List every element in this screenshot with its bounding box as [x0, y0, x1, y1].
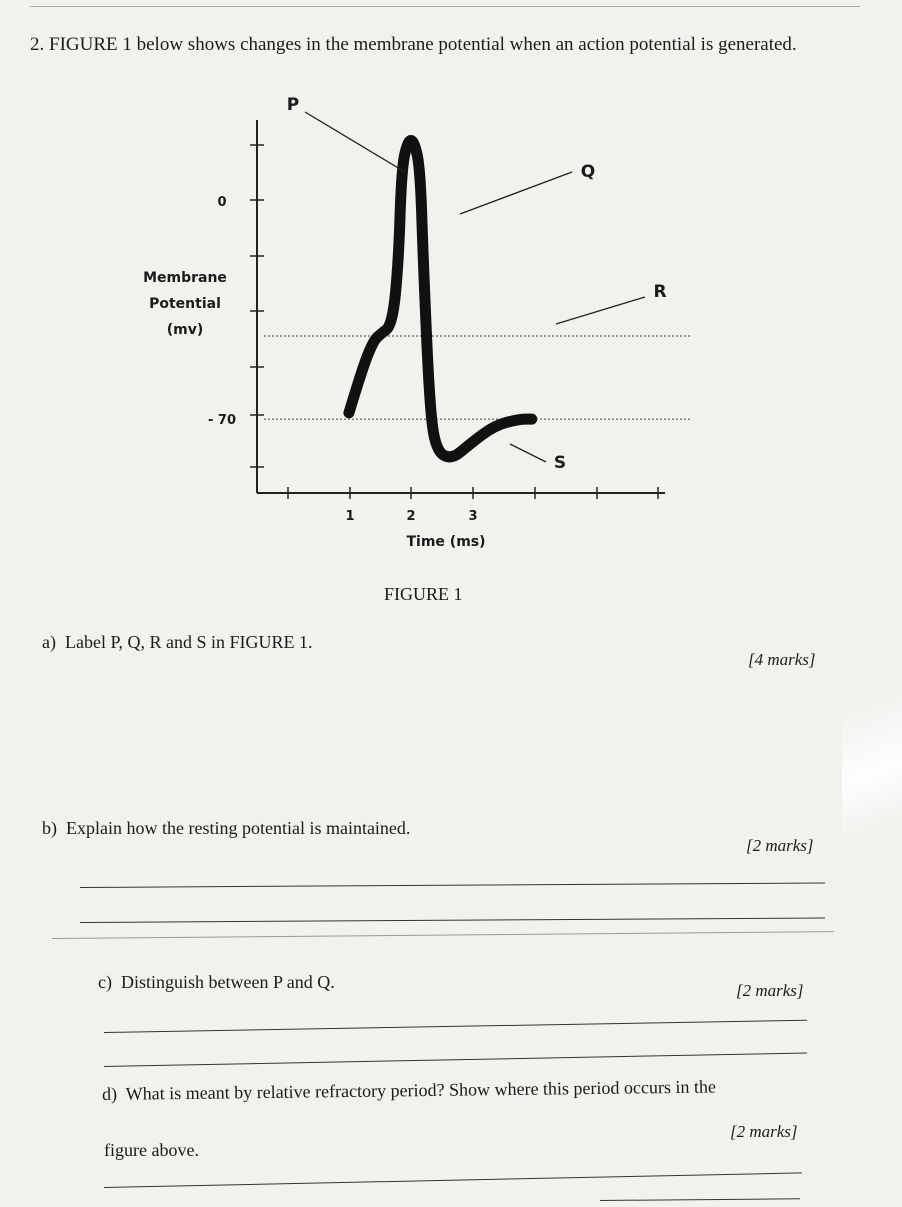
- x-axis-title: Time (ms): [406, 534, 486, 550]
- y-tick-label-minus70: - 70: [207, 413, 237, 429]
- y-axis-title-line: Membrane: [143, 270, 227, 286]
- part-b-question: [42, 818, 410, 839]
- part-a-marks: [4 marks]: [748, 650, 816, 669]
- x-tick-label: 1: [345, 509, 355, 524]
- part-a-text: Label P, Q, R and S in FIGURE 1.: [64, 632, 313, 652]
- label-p: P: [286, 95, 300, 115]
- label-r: R: [653, 282, 667, 302]
- answer-line[interactable]: [104, 1172, 802, 1188]
- answer-line[interactable]: [80, 882, 825, 888]
- part-b-marks: [2 marks]: [746, 836, 814, 855]
- part-a-question: [42, 632, 312, 653]
- label-pointer-p: [305, 112, 405, 172]
- part-c-text: Distinguish between P and Q.: [120, 972, 335, 992]
- x-tick-label: 2: [406, 509, 416, 524]
- part-b-text: Explain how the resting potential is maintained.: [66, 818, 411, 838]
- part-d-text: What is meant by relative refractory period? Show where this period occurs in the: [125, 1076, 717, 1104]
- question-number: 2.: [30, 34, 45, 55]
- part-c-marks: [2 marks]: [736, 981, 804, 1000]
- part-a-letter: a): [42, 632, 56, 652]
- part-d-text-continued: figure above.: [104, 1140, 199, 1160]
- y-axis-title-line: Potential: [149, 296, 221, 312]
- label-s: S: [553, 453, 567, 473]
- label-pointer-r: [556, 297, 645, 324]
- question-intro-text: below shows changes in the membrane potential when an action potential is generated.: [136, 34, 797, 55]
- action-potential-chart: [0, 0, 902, 600]
- part-d-letter: d): [101, 1083, 118, 1104]
- label-q: Q: [580, 162, 596, 182]
- membrane-potential-curve: [349, 141, 532, 457]
- x-tick-label: 3: [468, 509, 478, 524]
- question-figure-ref: FIGURE 1: [49, 34, 132, 55]
- answer-line[interactable]: [600, 1198, 800, 1201]
- photo-glare: [842, 690, 902, 840]
- section-divider: [52, 931, 834, 939]
- part-b-letter: b): [42, 818, 57, 838]
- figure-caption: FIGURE 1: [384, 584, 463, 604]
- part-c-question: [98, 972, 335, 993]
- part-c-letter: c): [98, 972, 112, 992]
- y-tick-label-0: 0: [217, 195, 227, 210]
- answer-line[interactable]: [104, 1053, 807, 1067]
- part-d-marks: [2 marks]: [730, 1122, 798, 1141]
- label-pointer-s: [510, 444, 546, 462]
- answer-line[interactable]: [104, 1020, 807, 1033]
- part-d-question: [102, 1076, 716, 1104]
- answer-line[interactable]: [80, 917, 825, 923]
- y-axis-title-line: (mv): [166, 322, 204, 338]
- label-pointer-q: [460, 172, 572, 214]
